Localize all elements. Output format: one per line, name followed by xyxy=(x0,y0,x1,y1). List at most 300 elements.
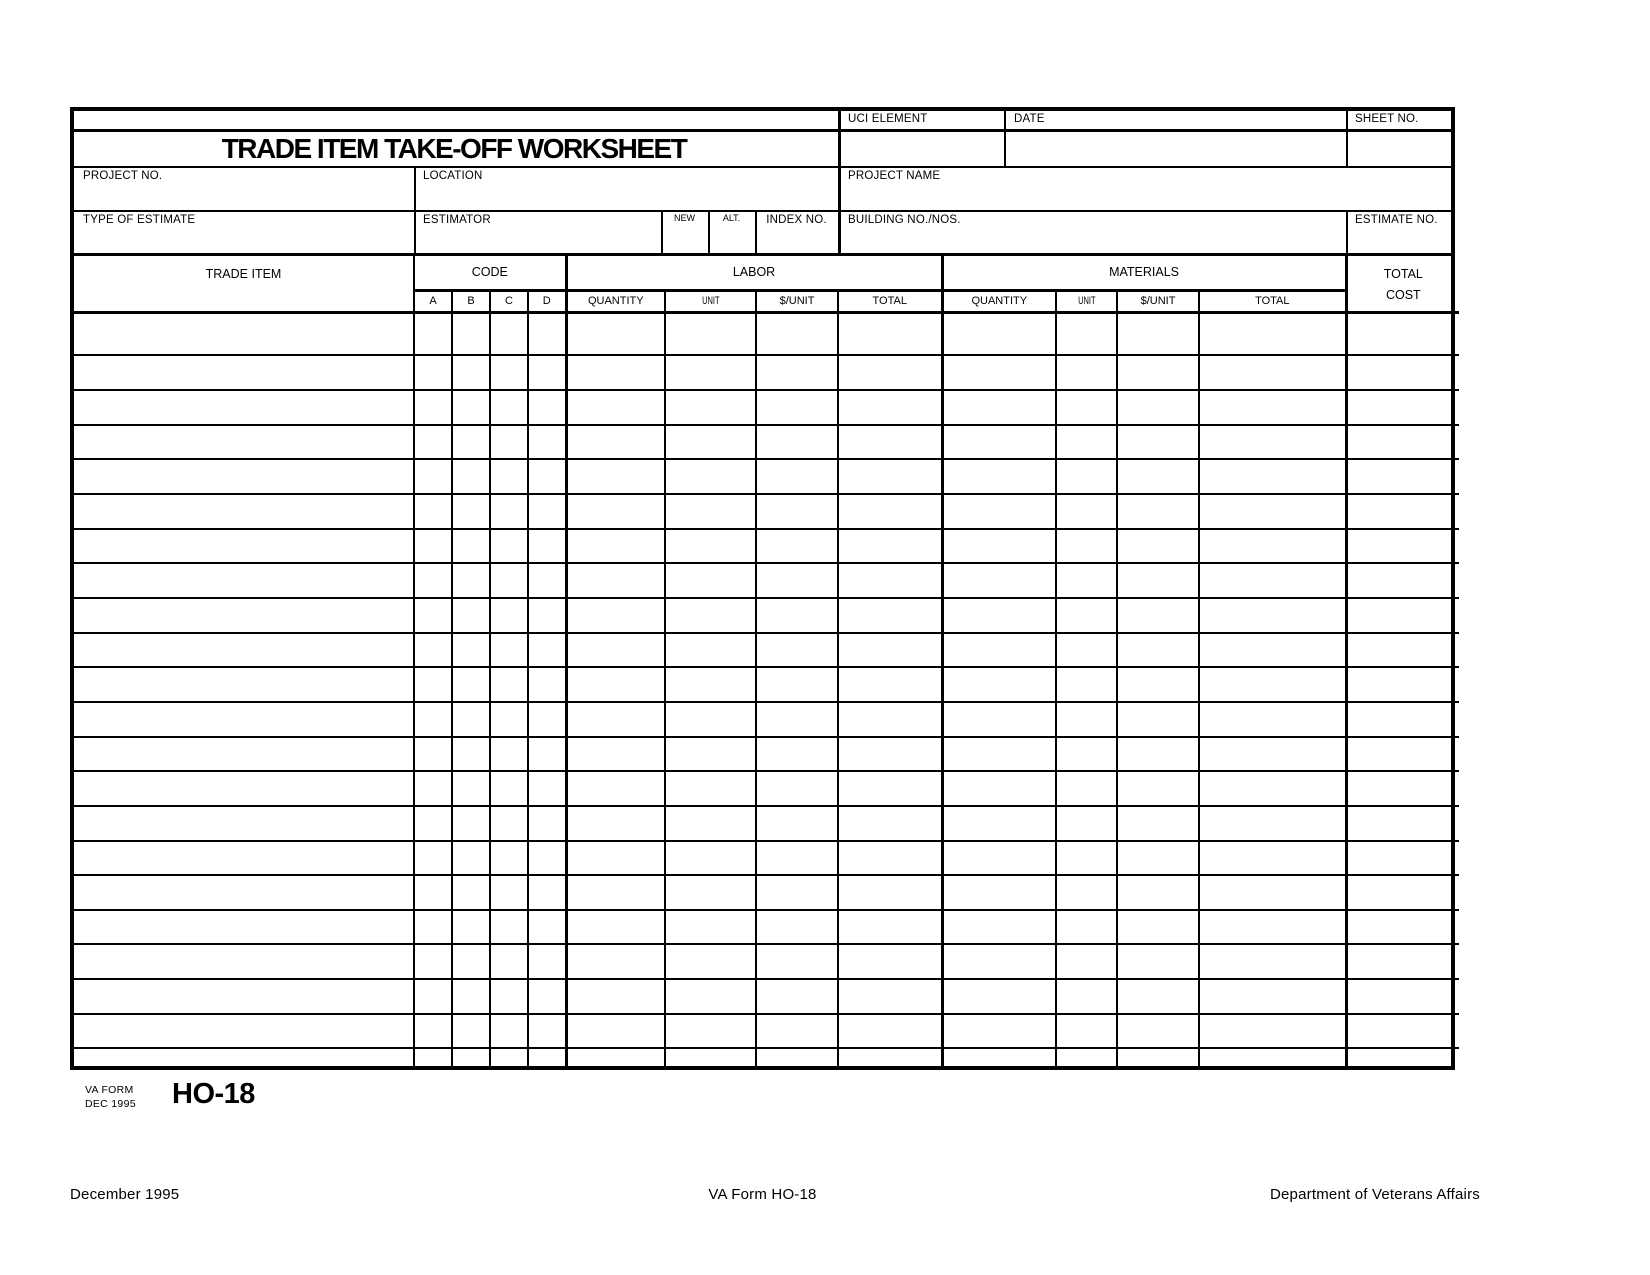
labor-quantity-header: QUANTITY xyxy=(566,290,665,312)
empty-cell xyxy=(490,355,528,390)
empty-cell xyxy=(1199,1048,1346,1066)
empty-cell xyxy=(490,841,528,876)
empty-cell xyxy=(1346,875,1459,910)
empty-cell xyxy=(528,737,566,772)
empty-cell xyxy=(1056,633,1117,668)
empty-cell xyxy=(1199,425,1346,460)
empty-cell xyxy=(452,979,490,1014)
empty-cell xyxy=(74,390,414,425)
empty-cell xyxy=(566,598,665,633)
empty-cell xyxy=(490,425,528,460)
empty-cell xyxy=(1199,841,1346,876)
table-row xyxy=(74,841,1459,876)
empty-cell xyxy=(452,529,490,564)
empty-cell xyxy=(528,494,566,529)
code-group-header: CODE xyxy=(414,256,566,290)
empty-cell xyxy=(566,841,665,876)
empty-cell xyxy=(1056,979,1117,1014)
project-no-label: PROJECT NO. xyxy=(83,170,163,182)
empty-cell xyxy=(1117,841,1199,876)
divider xyxy=(1004,111,1006,166)
empty-cell xyxy=(528,598,566,633)
empty-cell xyxy=(490,944,528,979)
materials-quantity-header: QUANTITY xyxy=(942,290,1056,312)
empty-cell xyxy=(414,771,452,806)
empty-cell xyxy=(490,806,528,841)
empty-cell xyxy=(1117,667,1199,702)
divider xyxy=(838,111,841,256)
empty-cell xyxy=(665,425,756,460)
empty-cell xyxy=(452,459,490,494)
labor-per-unit-header: $/UNIT xyxy=(756,290,838,312)
estimator-label: ESTIMATOR xyxy=(423,214,491,226)
empty-cell xyxy=(452,737,490,772)
empty-cell xyxy=(942,425,1056,460)
project-name-label: PROJECT NAME xyxy=(848,170,941,182)
empty-cell xyxy=(838,355,942,390)
empty-cell xyxy=(490,312,528,355)
table-row xyxy=(74,494,1459,529)
empty-cell xyxy=(566,459,665,494)
empty-cell xyxy=(414,312,452,355)
empty-cell xyxy=(566,494,665,529)
empty-cell xyxy=(528,702,566,737)
form-title: TRADE ITEM TAKE-OFF WORKSHEET xyxy=(221,133,687,164)
date-label: DATE xyxy=(1014,113,1045,125)
empty-cell xyxy=(756,702,838,737)
empty-cell xyxy=(1346,494,1459,529)
empty-cell xyxy=(942,737,1056,772)
building-no-label: BUILDING NO./NOS. xyxy=(848,214,961,226)
empty-cell xyxy=(452,598,490,633)
total-cost-header xyxy=(1346,256,1459,312)
table-row xyxy=(74,633,1459,668)
empty-cell xyxy=(756,355,838,390)
empty-cell xyxy=(74,563,414,598)
empty-cell xyxy=(942,459,1056,494)
empty-cell xyxy=(1056,944,1117,979)
empty-cell xyxy=(942,910,1056,945)
empty-cell xyxy=(452,1048,490,1066)
empty-cell xyxy=(1117,771,1199,806)
empty-cell xyxy=(838,529,942,564)
empty-cell xyxy=(528,425,566,460)
empty-cell xyxy=(756,944,838,979)
empty-cell xyxy=(838,598,942,633)
empty-cell xyxy=(566,737,665,772)
empty-cell xyxy=(1056,1048,1117,1066)
empty-cell xyxy=(528,806,566,841)
divider xyxy=(1346,210,1348,256)
empty-cell xyxy=(566,944,665,979)
empty-cell xyxy=(1346,529,1459,564)
empty-cell xyxy=(1117,598,1199,633)
empty-cell xyxy=(74,875,414,910)
empty-cell xyxy=(838,425,942,460)
empty-cell xyxy=(414,944,452,979)
empty-cell xyxy=(566,390,665,425)
empty-cell xyxy=(1346,355,1459,390)
empty-cell xyxy=(665,312,756,355)
estimate-no-label: ESTIMATE NO. xyxy=(1355,214,1438,226)
empty-cell xyxy=(838,806,942,841)
empty-cell xyxy=(528,875,566,910)
empty-cell xyxy=(1117,425,1199,460)
empty-cell xyxy=(414,390,452,425)
empty-cell xyxy=(665,1014,756,1049)
empty-cell xyxy=(528,312,566,355)
empty-cell xyxy=(756,390,838,425)
empty-cell xyxy=(452,910,490,945)
empty-cell xyxy=(942,979,1056,1014)
empty-cell xyxy=(838,667,942,702)
empty-cell xyxy=(1346,633,1459,668)
empty-cell xyxy=(1199,979,1346,1014)
empty-cell xyxy=(566,771,665,806)
table-row xyxy=(74,910,1459,945)
empty-cell xyxy=(528,459,566,494)
table-row xyxy=(74,598,1459,633)
empty-cell xyxy=(566,910,665,945)
empty-cell xyxy=(74,1014,414,1049)
empty-cell xyxy=(1117,1048,1199,1066)
empty-cell xyxy=(1117,390,1199,425)
empty-cell xyxy=(756,667,838,702)
empty-cell xyxy=(665,737,756,772)
code-col-a-header: A xyxy=(414,290,452,312)
empty-cell xyxy=(942,563,1056,598)
empty-cell xyxy=(414,667,452,702)
empty-cell xyxy=(1199,1014,1346,1049)
uci-element-label: UCI ELEMENT xyxy=(848,113,928,125)
empty-cell xyxy=(665,702,756,737)
empty-cell xyxy=(756,494,838,529)
empty-cell xyxy=(1056,702,1117,737)
empty-cell xyxy=(74,910,414,945)
empty-cell xyxy=(1346,667,1459,702)
empty-cell xyxy=(490,737,528,772)
empty-cell xyxy=(756,312,838,355)
table-row xyxy=(74,1048,1459,1066)
empty-cell xyxy=(665,598,756,633)
empty-cell xyxy=(452,633,490,668)
empty-cell xyxy=(414,459,452,494)
empty-cell xyxy=(1346,425,1459,460)
empty-cell xyxy=(1117,944,1199,979)
materials-per-unit-header: $/UNIT xyxy=(1117,290,1199,312)
empty-cell xyxy=(1056,355,1117,390)
empty-cell xyxy=(452,355,490,390)
empty-cell xyxy=(528,529,566,564)
divider xyxy=(1346,111,1348,166)
table-row xyxy=(74,771,1459,806)
empty-cell xyxy=(942,355,1056,390)
empty-cell xyxy=(942,806,1056,841)
table-row xyxy=(74,459,1459,494)
alt-label: ALT. xyxy=(722,213,741,223)
empty-cell xyxy=(1199,702,1346,737)
empty-cell xyxy=(1056,737,1117,772)
empty-cell xyxy=(74,355,414,390)
empty-cell xyxy=(838,771,942,806)
empty-cell xyxy=(566,979,665,1014)
empty-cell xyxy=(942,1048,1056,1066)
empty-cell xyxy=(414,910,452,945)
empty-cell xyxy=(1199,667,1346,702)
empty-cell xyxy=(566,1014,665,1049)
empty-cell xyxy=(665,910,756,945)
takeoff-table-body xyxy=(74,312,1459,1066)
empty-cell xyxy=(490,875,528,910)
empty-cell xyxy=(1346,944,1459,979)
empty-cell xyxy=(566,875,665,910)
worksheet-form xyxy=(70,107,1455,1070)
empty-cell xyxy=(756,529,838,564)
code-col-d-header: D xyxy=(528,290,566,312)
empty-cell xyxy=(414,529,452,564)
empty-cell xyxy=(1199,771,1346,806)
empty-cell xyxy=(74,702,414,737)
total-cost-line2: COST xyxy=(1385,288,1421,302)
empty-cell xyxy=(756,1014,838,1049)
empty-cell xyxy=(452,806,490,841)
empty-cell xyxy=(490,910,528,945)
empty-cell xyxy=(414,702,452,737)
empty-cell xyxy=(74,979,414,1014)
empty-cell xyxy=(1346,737,1459,772)
empty-cell xyxy=(1346,910,1459,945)
table-row xyxy=(74,355,1459,390)
empty-cell xyxy=(838,1048,942,1066)
empty-cell xyxy=(566,633,665,668)
materials-unit-label: UNIT xyxy=(1077,295,1096,307)
divider xyxy=(74,210,1451,212)
empty-cell xyxy=(1056,910,1117,945)
empty-cell xyxy=(452,841,490,876)
empty-cell xyxy=(452,312,490,355)
empty-cell xyxy=(414,1048,452,1066)
footer-agency: Department of Veterans Affairs xyxy=(1269,1186,1480,1203)
empty-cell xyxy=(452,563,490,598)
empty-cell xyxy=(490,702,528,737)
empty-cell xyxy=(665,563,756,598)
empty-cell xyxy=(1199,355,1346,390)
empty-cell xyxy=(74,771,414,806)
empty-cell xyxy=(1056,563,1117,598)
empty-cell xyxy=(1199,598,1346,633)
empty-cell xyxy=(414,633,452,668)
empty-cell xyxy=(1199,459,1346,494)
empty-cell xyxy=(414,494,452,529)
empty-cell xyxy=(942,667,1056,702)
divider xyxy=(414,166,416,256)
form-number: HO-18 xyxy=(172,1078,255,1110)
footer-form-name: VA Form HO-18 xyxy=(708,1186,817,1203)
empty-cell xyxy=(490,1014,528,1049)
empty-cell xyxy=(490,771,528,806)
empty-cell xyxy=(74,529,414,564)
empty-cell xyxy=(1117,875,1199,910)
empty-cell xyxy=(838,979,942,1014)
empty-cell xyxy=(566,425,665,460)
empty-cell xyxy=(1117,737,1199,772)
empty-cell xyxy=(490,1048,528,1066)
empty-cell xyxy=(1056,1014,1117,1049)
empty-cell xyxy=(566,529,665,564)
empty-cell xyxy=(1199,494,1346,529)
empty-cell xyxy=(1346,598,1459,633)
empty-cell xyxy=(528,910,566,945)
empty-cell xyxy=(942,944,1056,979)
empty-cell xyxy=(1056,459,1117,494)
empty-cell xyxy=(528,667,566,702)
empty-cell xyxy=(452,494,490,529)
empty-cell xyxy=(490,598,528,633)
empty-cell xyxy=(1346,390,1459,425)
empty-cell xyxy=(756,598,838,633)
location-label: LOCATION xyxy=(423,170,483,182)
empty-cell xyxy=(528,355,566,390)
empty-cell xyxy=(1199,806,1346,841)
empty-cell xyxy=(74,598,414,633)
empty-cell xyxy=(1056,598,1117,633)
empty-cell xyxy=(490,390,528,425)
empty-cell xyxy=(452,771,490,806)
empty-cell xyxy=(452,702,490,737)
empty-cell xyxy=(528,633,566,668)
empty-cell xyxy=(414,598,452,633)
empty-cell xyxy=(490,459,528,494)
labor-unit-header xyxy=(665,290,756,312)
empty-cell xyxy=(665,806,756,841)
empty-cell xyxy=(1117,312,1199,355)
empty-cell xyxy=(1199,563,1346,598)
empty-cell xyxy=(452,1014,490,1049)
empty-cell xyxy=(756,806,838,841)
empty-cell xyxy=(528,1014,566,1049)
materials-group-header: MATERIALS xyxy=(942,256,1346,290)
empty-cell xyxy=(1346,702,1459,737)
empty-cell xyxy=(528,1048,566,1066)
empty-cell xyxy=(74,841,414,876)
empty-cell xyxy=(1199,390,1346,425)
empty-cell xyxy=(1346,312,1459,355)
empty-cell xyxy=(838,841,942,876)
empty-cell xyxy=(74,667,414,702)
empty-cell xyxy=(490,529,528,564)
empty-cell xyxy=(1117,702,1199,737)
empty-cell xyxy=(74,633,414,668)
empty-cell xyxy=(942,702,1056,737)
empty-cell xyxy=(566,667,665,702)
empty-cell xyxy=(490,667,528,702)
empty-cell xyxy=(942,390,1056,425)
sheet-no-label: SHEET NO. xyxy=(1355,113,1419,125)
empty-cell xyxy=(1056,425,1117,460)
empty-cell xyxy=(1117,806,1199,841)
empty-cell xyxy=(1346,979,1459,1014)
takeoff-table xyxy=(74,256,1459,1066)
empty-cell xyxy=(665,944,756,979)
divider xyxy=(74,166,1451,168)
empty-cell xyxy=(1346,563,1459,598)
empty-cell xyxy=(942,875,1056,910)
empty-cell xyxy=(414,1014,452,1049)
empty-cell xyxy=(665,841,756,876)
empty-cell xyxy=(1056,529,1117,564)
total-cost-line1: TOTAL xyxy=(1383,267,1423,281)
empty-cell xyxy=(1346,1048,1459,1066)
empty-cell xyxy=(1117,529,1199,564)
empty-cell xyxy=(665,494,756,529)
empty-cell xyxy=(838,633,942,668)
empty-cell xyxy=(414,875,452,910)
empty-cell xyxy=(1056,875,1117,910)
empty-cell xyxy=(665,459,756,494)
table-row xyxy=(74,979,1459,1014)
empty-cell xyxy=(1199,910,1346,945)
empty-cell xyxy=(452,425,490,460)
table-row xyxy=(74,667,1459,702)
empty-cell xyxy=(665,771,756,806)
table-row xyxy=(74,312,1459,355)
table-row xyxy=(74,529,1459,564)
empty-cell xyxy=(838,312,942,355)
empty-cell xyxy=(1346,771,1459,806)
empty-cell xyxy=(74,806,414,841)
empty-cell xyxy=(74,944,414,979)
empty-cell xyxy=(838,563,942,598)
empty-cell xyxy=(1346,459,1459,494)
empty-cell xyxy=(942,529,1056,564)
empty-cell xyxy=(838,494,942,529)
empty-cell xyxy=(838,910,942,945)
empty-cell xyxy=(942,841,1056,876)
materials-total-header: TOTAL xyxy=(1199,290,1346,312)
empty-cell xyxy=(756,425,838,460)
empty-cell xyxy=(1346,1014,1459,1049)
empty-cell xyxy=(414,563,452,598)
trade-item-header: TRADE ITEM xyxy=(74,256,414,312)
empty-cell xyxy=(756,771,838,806)
empty-cell xyxy=(74,737,414,772)
labor-group-header: LABOR xyxy=(566,256,942,290)
empty-cell xyxy=(1056,771,1117,806)
type-of-estimate-label: TYPE OF ESTIMATE xyxy=(83,214,196,226)
empty-cell xyxy=(490,494,528,529)
empty-cell xyxy=(452,667,490,702)
empty-cell xyxy=(1346,841,1459,876)
empty-cell xyxy=(756,459,838,494)
labor-total-header: TOTAL xyxy=(838,290,942,312)
empty-cell xyxy=(528,390,566,425)
empty-cell xyxy=(942,1014,1056,1049)
empty-cell xyxy=(756,737,838,772)
table-row xyxy=(74,944,1459,979)
empty-cell xyxy=(1117,355,1199,390)
empty-cell xyxy=(838,944,942,979)
empty-cell xyxy=(74,459,414,494)
empty-cell xyxy=(756,841,838,876)
empty-cell xyxy=(1117,910,1199,945)
table-row xyxy=(74,563,1459,598)
empty-cell xyxy=(942,771,1056,806)
empty-cell xyxy=(1056,312,1117,355)
empty-cell xyxy=(756,633,838,668)
table-row xyxy=(74,737,1459,772)
empty-cell xyxy=(665,667,756,702)
empty-cell xyxy=(528,979,566,1014)
